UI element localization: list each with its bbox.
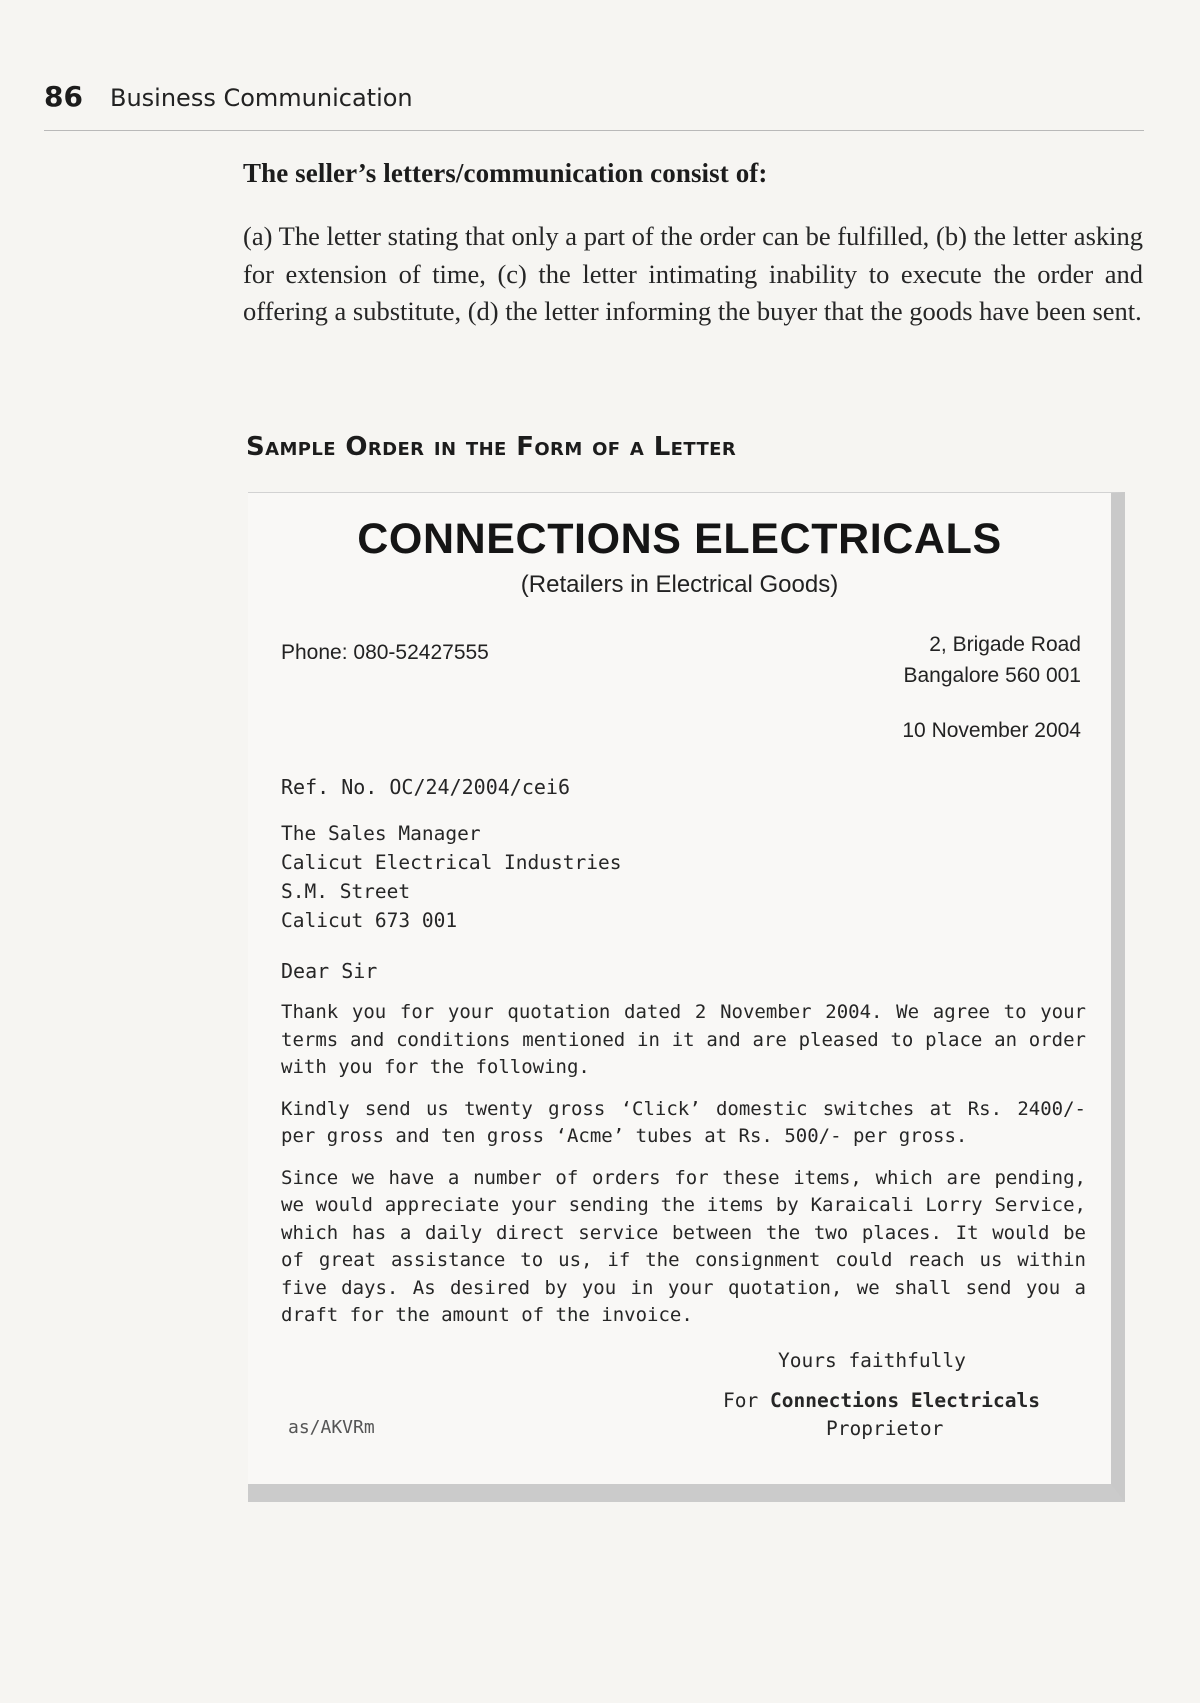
sign-for-prefix: For — [723, 1389, 759, 1412]
letter-date: 10 November 2004 — [902, 719, 1081, 742]
company-name: CONNECTIONS ELECTRICALS — [357, 515, 1002, 563]
reference-number: Ref. No. OC/24/2004/cei6 — [281, 775, 570, 799]
recipient-address — [281, 819, 621, 935]
running-header — [44, 80, 1144, 131]
body-paragraph: Thank you for your quotation dated 2 November 2004. We agree to your terms and conditions mentioned in it and are pleased to place an order with you for the following. — [281, 1001, 1086, 1078]
address-line: 2, Brigade Road — [929, 633, 1081, 656]
recipient-line: S.M. Street — [281, 880, 411, 903]
company-address — [904, 629, 1082, 691]
sample-heading: Sample Order in the Form of a Letter — [246, 432, 737, 462]
page-number: 86 — [44, 80, 83, 113]
closing: Yours faithfully — [778, 1349, 966, 1372]
sign-company: Connections Electricals — [769, 1389, 1041, 1412]
book-title: Business Communication — [110, 84, 413, 112]
company-tagline: (Retailers in Electrical Goods) — [520, 571, 839, 598]
signature-line — [723, 1389, 1040, 1412]
salutation: Dear Sir — [281, 959, 378, 983]
recipient-line: Calicut Electrical Industries — [281, 851, 622, 874]
body-paragraph: Since we have a number of orders for these items, which are pending, we would appreciate your sending the items by Karaicali Lorry Service, which has a daily direct service between the two places. It would be of great assistance to us, if the consignment could reach us within five days. As desired by you in your quotation, we shall send you a draft for the amount of the invoice. — [281, 1166, 1086, 1326]
sample-letter — [248, 492, 1125, 1502]
recipient-line: Calicut 673 001 — [281, 909, 458, 932]
section-heading: The seller’s letters/communication consist of: — [243, 158, 768, 188]
reference-initials: as/AKVRm — [288, 1417, 375, 1438]
company-phone: Phone: 080-52427555 — [281, 641, 489, 664]
recipient-line: The Sales Manager — [281, 822, 481, 845]
letter-body — [281, 999, 1086, 1344]
section-text: (a) The letter stating that only a part of the order can be fulfilled, (b) the letter asking for extension of time, (c) the letter intimating inability to execute the order and offering a substitute, (d) the letter informing the buyer that the goods have been sent. — [243, 221, 1143, 326]
body-paragraph: Kindly send us twenty gross ‘Click’ domestic switches at Rs. 2400/- per gross and ten gross ‘Acme’ tubes at Rs. 500/- per gross. — [281, 1097, 1086, 1147]
signatory-title: Proprietor — [826, 1417, 944, 1440]
address-line: Bangalore 560 001 — [903, 664, 1081, 687]
